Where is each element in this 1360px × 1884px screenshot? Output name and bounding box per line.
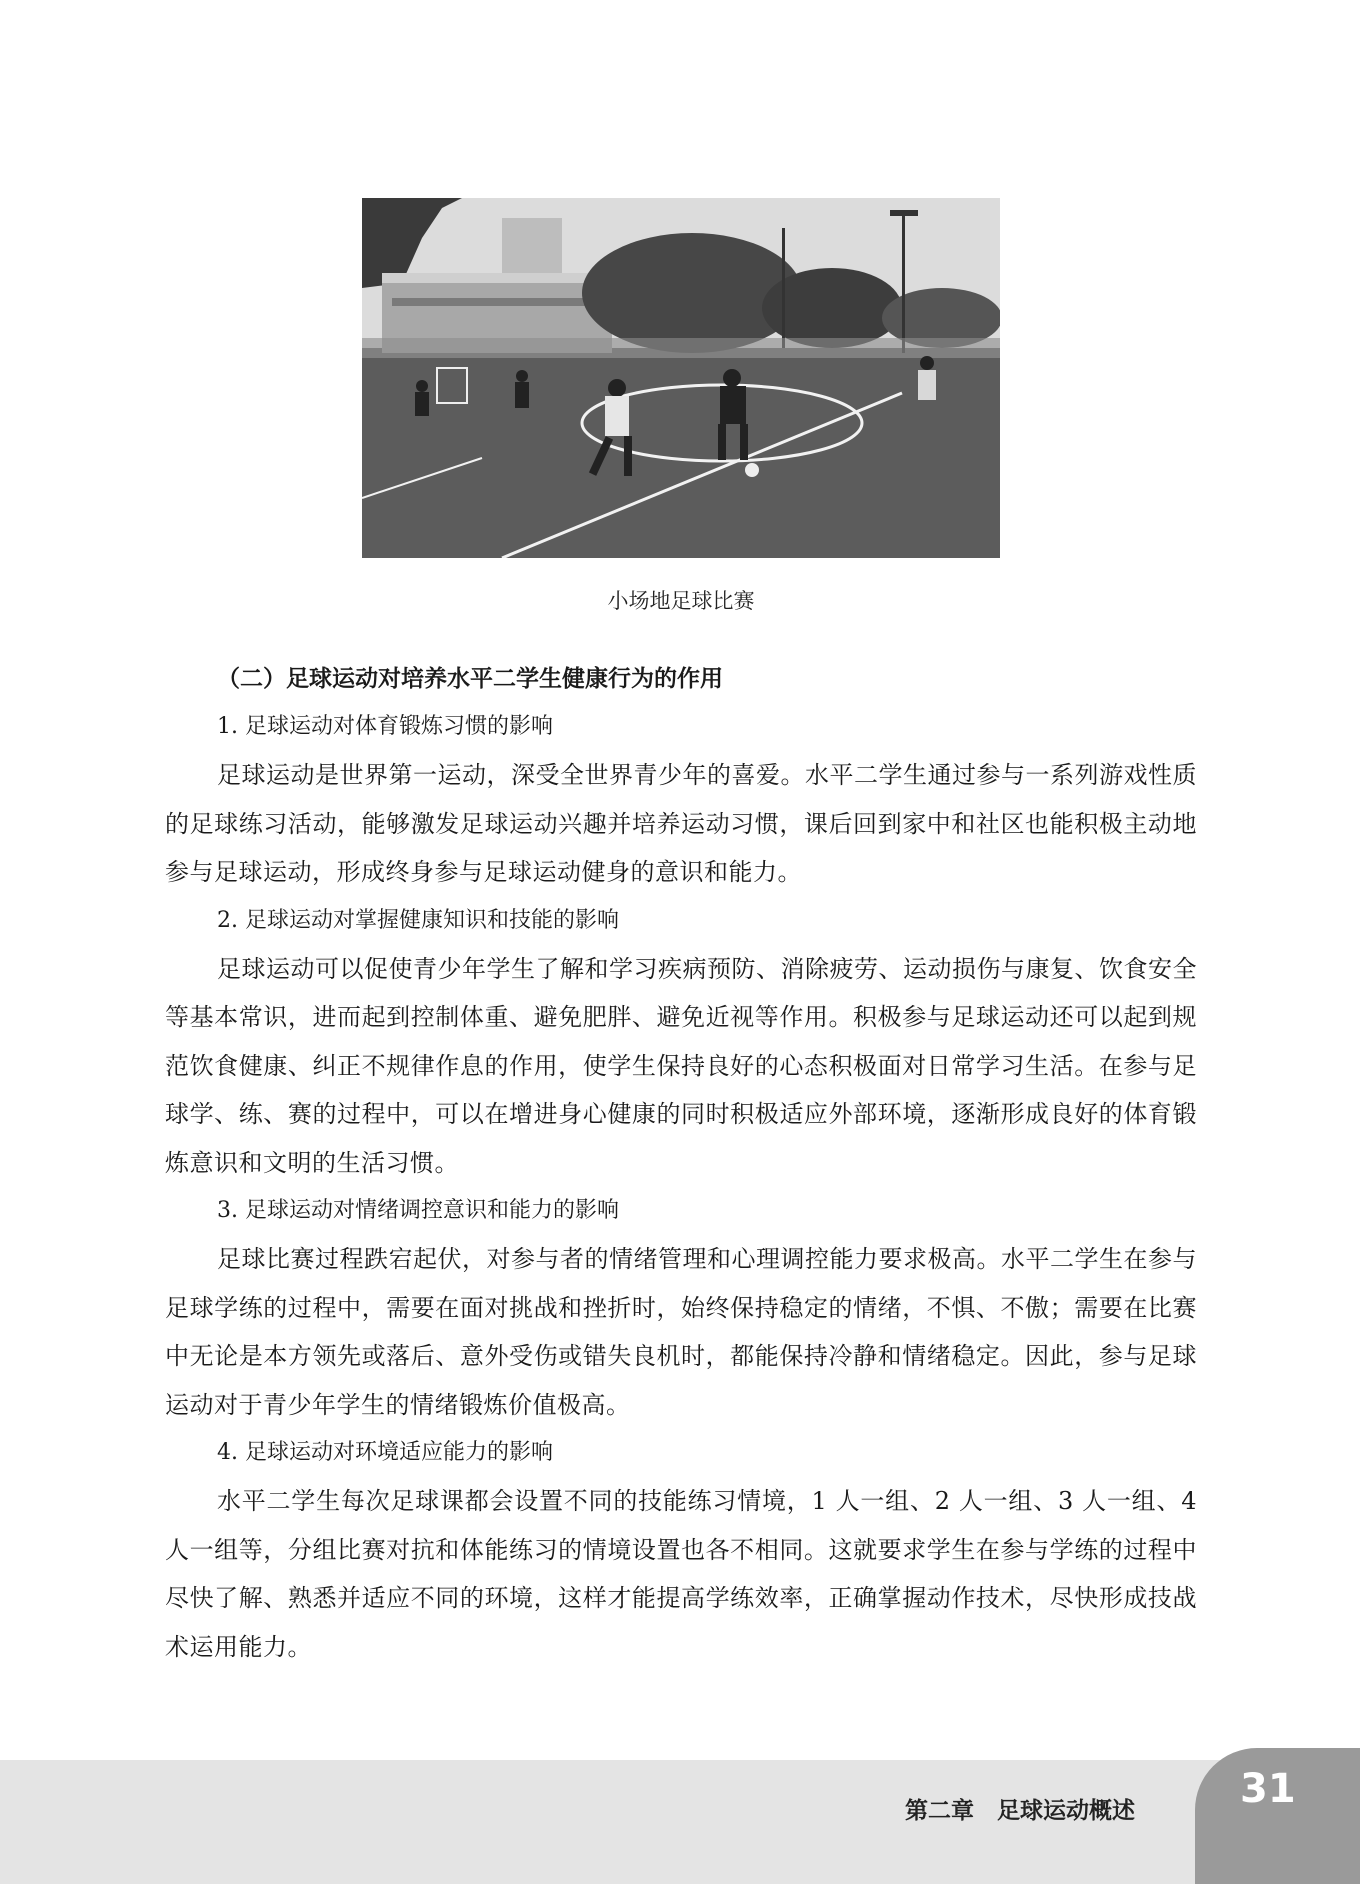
- page-number: 31: [1240, 1766, 1296, 1812]
- soccer-photo-illustration: [362, 198, 1000, 558]
- subsection-title: 1. 足球运动对体育锻炼习惯的影响: [217, 714, 553, 739]
- chapter-title: 第二章 足球运动概述: [905, 1798, 1135, 1824]
- paragraph: 足球比赛过程跌宕起伏，对参与者的情绪管理和心理调控能力要求极高。水平二学生在参与足球学练的过程中，需要在面对挑战和挫折时，始终保持稳定的情绪，不惧、不傲；需要在比赛中无论是本方领先或落后、意外受伤或错失良机时，都能保持冷静和情绪稳定。因此，参与足球运动对于青少年学生的情绪锻炼价值极高。: [165, 1245, 1197, 1419]
- figure-caption: 小场地足球比赛: [607, 589, 755, 613]
- subsection-title: 4. 足球运动对环境适应能力的影响: [217, 1440, 553, 1465]
- subsection-title: 2. 足球运动对掌握健康知识和技能的影响: [217, 907, 619, 933]
- paragraph: 足球运动是世界第一运动，深受全世界青少年的喜爱。水平二学生通过参与一系列游戏性质的足球练习活动，能够激发足球运动兴趣并培养运动习惯，课后回到家中和社区也能积极主动地参与足球运动，形成终身参与足球运动健身的意识和能力。: [165, 761, 1197, 886]
- paragraph: 水平二学生每次足球课都会设置不同的技能练习情境，1 人一组、2 人一组、3 人一组、4 人一组等，分组比赛对抗和体能练习的情境设置也各不相同。这就要求学生在参与学练的过程中尽快了解、熟悉并适应不同的环境，这样才能提高学练效率，正确掌握动作技术，尽快形成技战术运用能力。: [165, 1487, 1197, 1661]
- subsection-title: 3. 足球运动对情绪调控意识和能力的影响: [217, 1198, 619, 1223]
- soccer-photo: [362, 198, 1000, 558]
- section-content: [165, 655, 1197, 1671]
- paragraph: 足球运动可以促使青少年学生了解和学习疾病预防、消除疲劳、运动损伤与康复、饮食安全等基本常识，进而起到控制体重、避免肥胖、避免近视等作用。积极参与足球运动还可以起到规范饮食健康、纠正不规律作息的作用，使学生保持良好的心态积极面对日常学习生活。在参与足球学、练、赛的过程中，可以在增进身心健康的同时积极适应外部环境，逐渐形成良好的体育锻炼意识和文明的生活习惯。: [165, 954, 1197, 1177]
- section-heading: （二）足球运动对培养水平二学生健康行为的作用: [217, 666, 723, 692]
- footer-band: [0, 1760, 1360, 1884]
